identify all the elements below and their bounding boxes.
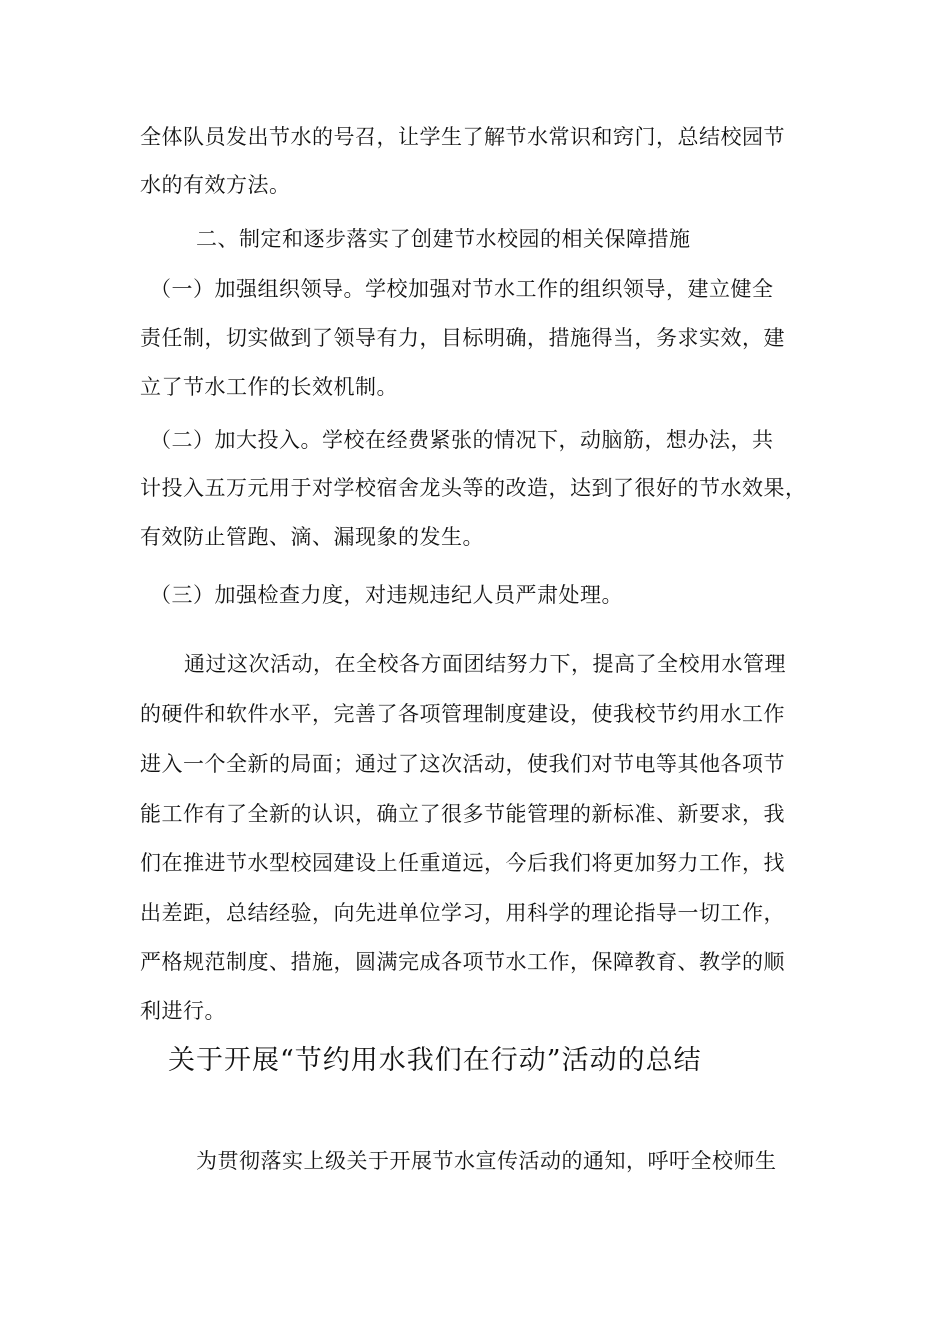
item1-line-1: （一）加强组织领导。学校加强对节水工作的组织领导，建立健全	[150, 277, 774, 301]
section2-title: 二、制定和逐步落实了创建节水校园的相关保障措施	[196, 227, 691, 251]
paragraph1-line-1: 全体队员发出节水的号召，让学生了解节水常识和窍门，总结校园节	[140, 125, 785, 149]
conclusion-line-3: 进入一个全新的局面；通过了这次活动，使我们对节电等其他各项节	[140, 752, 785, 776]
document-title: 关于开展“节约用水我们在行动”活动的总结	[168, 1045, 702, 1076]
conclusion-line-7: 严格规范制度、措施，圆满完成各项节水工作，保障教育、教学的顺	[140, 950, 785, 974]
conclusion-line-4: 能工作有了全新的认识，确立了很多节能管理的新标准、新要求，我	[140, 802, 785, 826]
paragraph1-line-2: 水的有效方法。	[140, 173, 291, 197]
item1-line-3: 立了节水工作的长效机制。	[140, 375, 398, 399]
item2-line-3: 有效防止管跑、滴、漏现象的发生。	[140, 525, 484, 549]
item2-line-2: 计投入五万元用于对学校宿舍龙头等的改造，达到了很好的节水效果，	[140, 476, 807, 500]
conclusion-line-8: 利进行。	[140, 999, 226, 1023]
intro-line-1: 为贯彻落实上级关于开展节水宣传活动的通知，呼吁全校师生	[196, 1149, 777, 1173]
item3-line-1: （三）加强检查力度，对违规违纪人员严肃处理。	[150, 583, 623, 607]
item2-line-1: （二）加大投入。学校在经费紧张的情况下，动脑筋，想办法，共	[150, 428, 774, 452]
conclusion-line-6: 出差距，总结经验，向先进单位学习，用科学的理论指导一切工作，	[140, 901, 785, 925]
conclusion-line-1: 通过这次活动，在全校各方面团结努力下，提高了全校用水管理	[184, 652, 786, 676]
conclusion-line-2: 的硬件和软件水平，完善了各项管理制度建设，使我校节约用水工作	[140, 702, 785, 726]
item1-line-2: 责任制，切实做到了领导有力，目标明确，措施得当，务求实效，建	[140, 326, 785, 350]
conclusion-line-5: 们在推进节水型校园建设上任重道远，今后我们将更加努力工作，找	[140, 851, 785, 875]
